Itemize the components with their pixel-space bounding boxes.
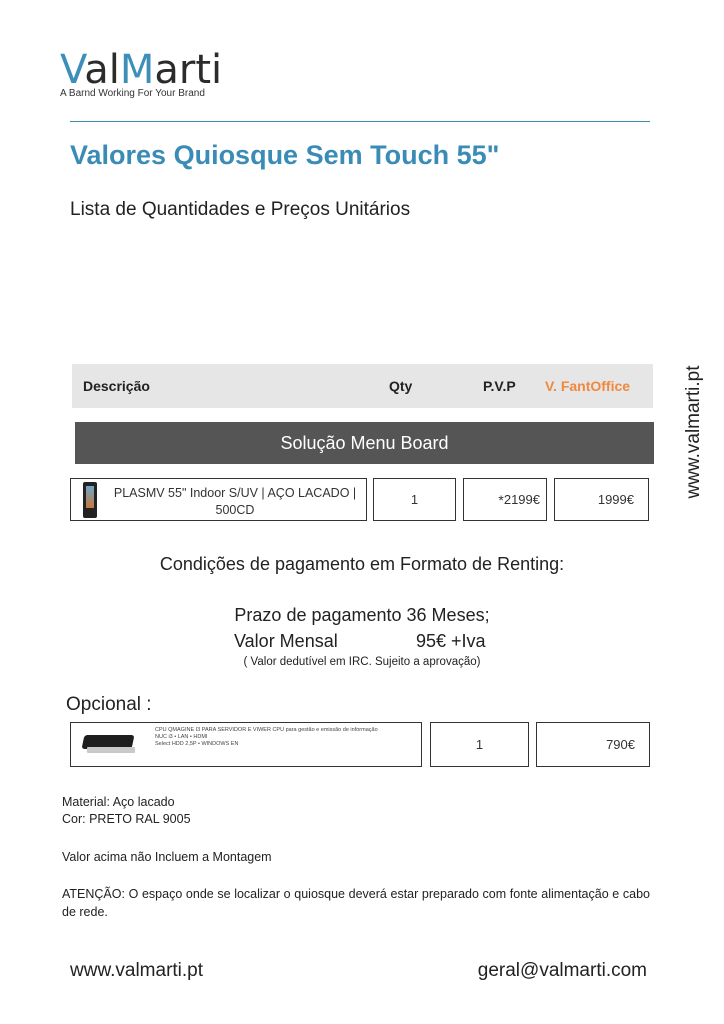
note-material: Material: Aço lacado [62,795,175,809]
product-pvp: 2199€ [503,492,540,507]
table-header [72,364,653,408]
col-pvp: P.V.P [483,378,516,394]
product-description: PLASMV 55" Indoor S/UV | AÇO LACADO | 500CD [113,486,357,517]
product-fantoffice-price: 1999€ [554,478,649,521]
col-description: Descrição [83,378,150,394]
note-color: Cor: PRETO RAL 9005 [62,812,191,826]
logo-tagline: A Barnd Working For Your Brand [60,88,205,99]
footer-email[interactable]: geral@valmarti.com [477,960,647,981]
header-divider [70,121,650,122]
conditions-note: ( Valor dedutível em IRC. Sujeito a aprovação) [243,656,481,668]
product-description-cell [70,478,367,521]
col-qty: Qty [389,378,413,394]
optional-qty: 1 [430,722,529,767]
payment-term: Prazo de pagamento 36 Meses; [234,605,490,625]
page-subtitle: Lista de Quantidades e Preços Unitários [70,199,411,220]
side-website: www.valmarti.pt [683,365,704,499]
section-title: Solução Menu Board [75,422,654,464]
optional-description: CPU QMAGINE I3 PARA SERVIDOR E VIWER CPU para gestão e emissão de informação NUC i3 • LAN • HDMI Select HDD 2,5P • WINDOWS EN [155,727,378,747]
footer-website[interactable]: www.valmarti.pt [70,960,204,981]
brand-logo [60,48,222,99]
conditions-heading: Condições de pagamento em Formato de Renting: [159,554,565,574]
kiosk-image [83,482,97,518]
optional-description-cell [70,722,422,767]
note-attention: ATENÇÃO: O espaço onde se localizar o quiosque deverá estar preparado com fonte alimentação e cabo de rede. [62,887,650,919]
col-fantoffice: V. FantOffice [545,378,631,394]
monthly-value: 95€ +Iva [416,631,486,651]
mini-pc-image [81,733,137,755]
page-title: Valores Quiosque Sem Touch 55" [70,140,500,170]
product-qty: 1 [373,478,456,521]
optional-heading: Opcional : [66,694,152,715]
note-assembly: Valor acima não Incluem a Montagem [62,850,272,864]
pvp-marker: * [498,491,504,508]
logo-wordmark: ValMarti [60,47,223,93]
optional-price: 790€ [536,722,650,767]
monthly-label: Valor Mensal [234,631,338,651]
product-pvp-cell [463,478,547,521]
